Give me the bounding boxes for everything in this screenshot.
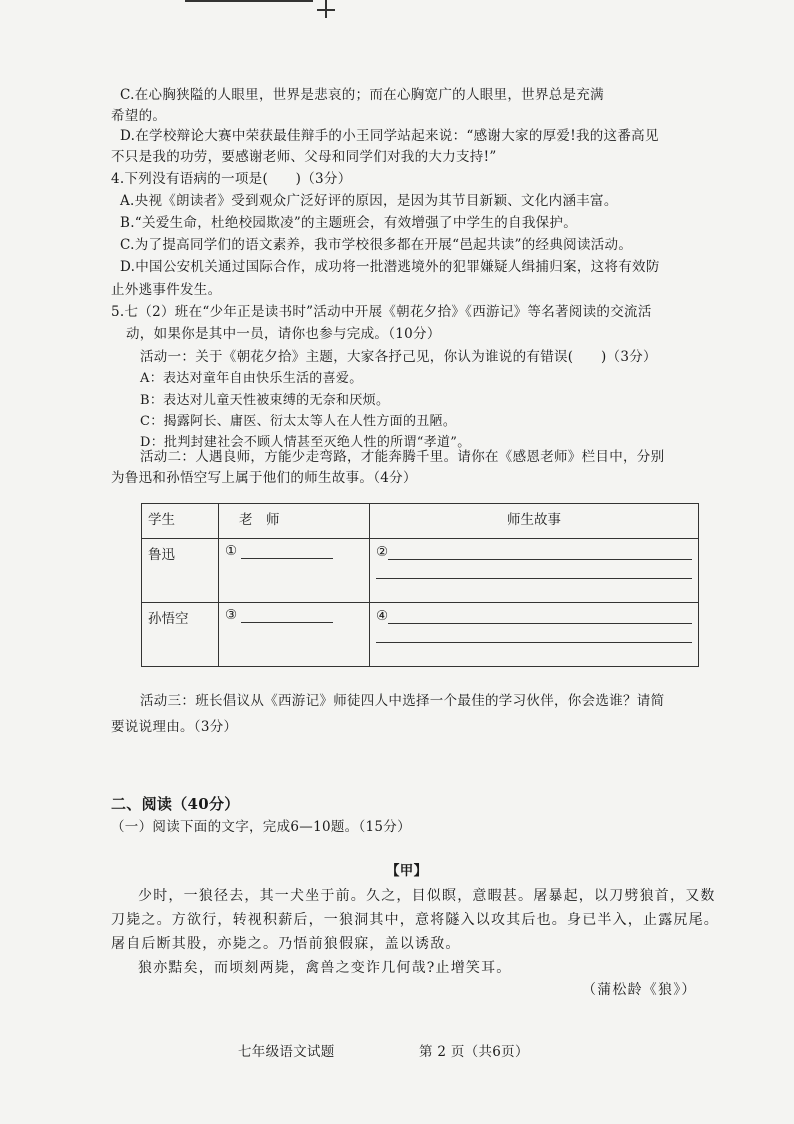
- table-cell-story: [370, 539, 699, 603]
- answer-blank[interactable]: [241, 544, 333, 559]
- passage-line: 少时，一狼径去，其一犬坐于前。久之，目似瞑，意暇甚。屠暴起，以刀劈狼首，又数: [138, 888, 716, 904]
- table-cell-teacher: [219, 603, 370, 667]
- activity1-option-b: B：表达对儿童天性被束缚的无奈和厌烦。: [140, 393, 390, 408]
- answer-blank[interactable]: [241, 608, 333, 623]
- passage-line: 狼亦黠矣，而顷刻两毙，禽兽之变诈几何哉?止增笑耳。: [138, 960, 512, 976]
- table-header-teacher: 老 师: [219, 504, 370, 539]
- activity1-option-c: C：揭露阿长、庸医、衍太太等人在人性方面的丑陋。: [140, 414, 457, 429]
- blank-marker: ①: [225, 543, 238, 559]
- crop-mark-horizontal: [317, 9, 335, 11]
- passage-source: （蒲松龄《狼》）: [582, 982, 697, 998]
- activity3-stem: 活动三：班长倡议从《西游记》师徒四人中选择一个最佳的学习伙伴，你会选谁？请简: [140, 693, 665, 709]
- q3-option-d: D.在学校辩论大赛中荣获最佳辩手的小王同学站起来说：“感谢大家的厚爱!我的这番高见: [120, 128, 659, 144]
- activity1-stem: 活动一：关于《朝花夕拾》主题，大家各抒己见，你认为谁说的有错误( )（3分）: [140, 349, 657, 365]
- q4-option-a: A.央视《朗读者》受到观众广泛好评的原因，是因为其节目新颖、文化内涵丰富。: [120, 193, 618, 209]
- section-heading: 二、阅读（40分）: [111, 795, 240, 813]
- answer-blank[interactable]: [388, 543, 692, 560]
- activity3-stem-cont: 要说说理由。（3分）: [111, 719, 238, 735]
- blank-marker: ④: [376, 608, 389, 624]
- blank-marker: ②: [376, 544, 389, 560]
- answer-blank[interactable]: [376, 562, 692, 579]
- q3-option-c: C.在心胸狭隘的人眼里，世界是悲哀的；而在心胸宽广的人眼里，世界总是充满: [120, 87, 604, 103]
- footer-page-number: 第 2 页（共6页）: [419, 1044, 529, 1060]
- top-rule: [185, 0, 313, 2]
- table-cell-student: 鲁迅: [142, 539, 219, 603]
- table-header-story: 师生故事: [370, 504, 699, 539]
- activity1-option-a: A：表达对童年自由快乐生活的喜爱。: [140, 371, 363, 386]
- q4-option-b: B.“关爱生命，杜绝校园欺凌”的主题班会，有效增强了中学生的自我保护。: [120, 215, 578, 231]
- activity2-stem: 活动二：人遇良师，方能少走弯路，才能奔腾千里。请你在《感恩老师》栏目中，分别: [140, 449, 665, 465]
- table-header-student: 学生: [142, 504, 219, 539]
- answer-blank[interactable]: [376, 626, 692, 643]
- q3-option-c-cont: 希望的。: [111, 108, 167, 124]
- q3-option-d-cont: 不只是我的功劳，要感谢老师、父母和同学们对我的大力支持!”: [111, 149, 497, 165]
- passage-line: 屠自后断其股，亦毙之。乃悟前狼假寐，盖以诱敌。: [111, 936, 461, 952]
- q4-option-d-cont: 止外逃事件发生。: [111, 282, 222, 298]
- teacher-student-table: [141, 503, 699, 667]
- answer-blank[interactable]: [388, 607, 692, 624]
- activity2-stem-cont: 为鲁迅和孙悟空写上属于他们的师生故事。（4分）: [111, 470, 417, 486]
- table-cell-story: [370, 603, 699, 667]
- q4-option-d: D.中国公安机关通过国际合作，成功将一批潜逃境外的犯罪嫌疑人缉捕归案，这将有效防: [120, 259, 660, 275]
- passage-title: 【甲】: [386, 863, 428, 879]
- q5-stem-cont: 动，如果你是其中一员，请你也参与完成。（10分）: [126, 326, 441, 342]
- blank-marker: ③: [225, 607, 238, 623]
- q4-stem: 4.下列没有语病的一项是( )（3分）: [111, 171, 352, 187]
- q4-option-c: C.为了提高同学们的语文素养，我市学校很多都在开展“邑起共读”的经典阅读活动。: [120, 237, 633, 253]
- section-subheading: （一）阅读下面的文字，完成6—10题。（15分）: [111, 819, 411, 835]
- activity1-option-d: D：批判封建社会不顾人情甚至灭绝人性的所谓“孝道”。: [140, 435, 471, 450]
- table-cell-teacher: [219, 539, 370, 603]
- passage-line: 刀毙之。方欲行，转视积薪后，一狼洞其中，意将隧入以攻其后也。身已半入，止露尻尾。: [111, 912, 719, 928]
- table-cell-student: 孙悟空: [142, 603, 219, 667]
- q5-stem: 5.七（2）班在“少年正是读书时”活动中开展《朝花夕拾》《西游记》等名著阅读的交流活: [111, 304, 652, 320]
- footer-exam-title: 七年级语文试题: [238, 1044, 335, 1060]
